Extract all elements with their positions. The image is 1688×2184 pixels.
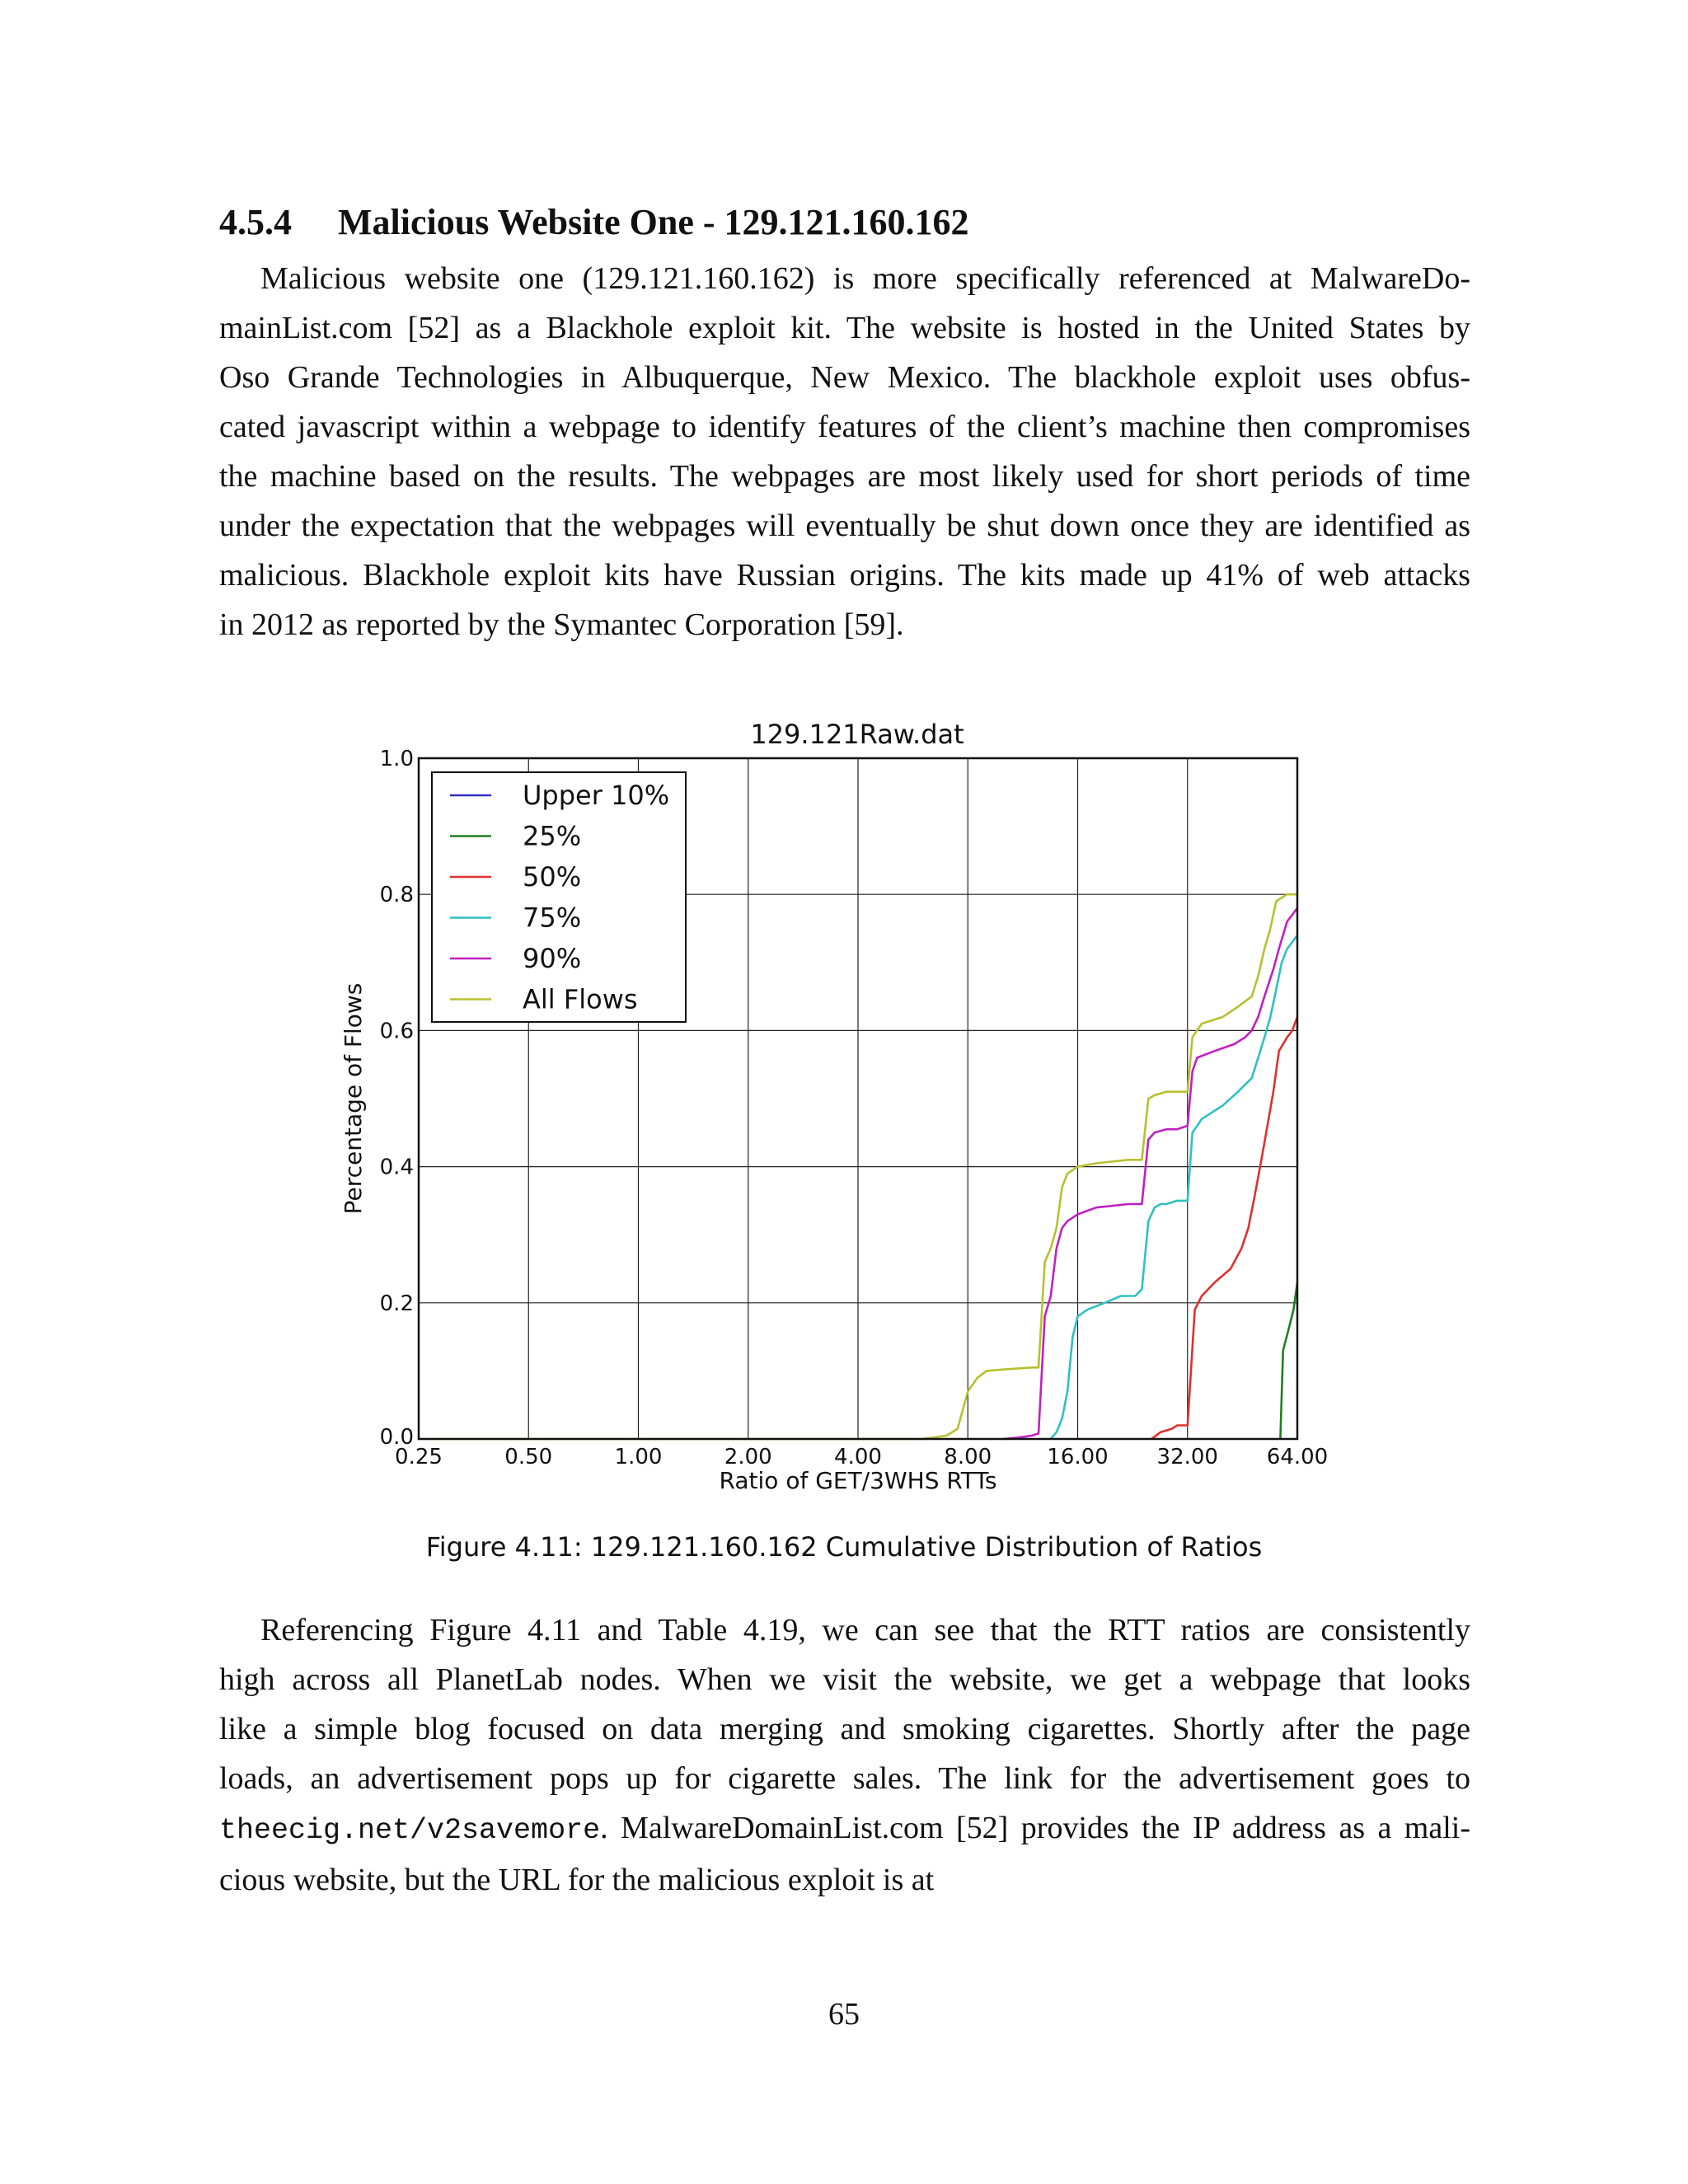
text-line: malicious. Blackhole exploit kits have Russian origins. The kits made up 41% of web attacks <box>219 558 1470 593</box>
text-line: Referencing Figure 4.11 and Table 4.19, we can see that the RTT ratios are consistently <box>260 1613 1470 1647</box>
figure-cdf-chart <box>330 709 1360 1500</box>
x-tick-label: 0.50 <box>504 1445 553 1469</box>
y-axis-ticks <box>380 747 414 1450</box>
text-line: cious website, but the URL for the malicious exploit is at <box>219 1863 935 1897</box>
cdf-chart <box>330 709 1360 1500</box>
text-line: Malicious website one (129.121.160.162) is more specifically referenced at MalwareDo- <box>260 261 1470 296</box>
x-tick-label: 2.00 <box>724 1445 772 1469</box>
paragraph-analysis <box>219 1605 1470 1905</box>
y-tick-label: 0.6 <box>379 1019 414 1044</box>
section-heading <box>219 201 969 243</box>
page-number: 65 <box>828 1997 860 2032</box>
y-tick-label: 0.8 <box>379 883 414 908</box>
chart-title: 129.121Raw.dat <box>750 719 964 750</box>
text-line: cated javascript within a webpage to identify features of the client’s machine then compromises <box>219 410 1470 444</box>
x-axis-label: Ratio of GET/3WHS RTTs <box>719 1467 997 1494</box>
legend-label: Upper 10% <box>523 780 670 811</box>
x-tick-label: 1.00 <box>614 1445 663 1469</box>
legend-label: 50% <box>523 861 582 893</box>
text-line: in 2012 as reported by the Symantec Corporation [59]. <box>219 607 904 642</box>
series-line <box>1003 908 1297 1439</box>
x-tick-label: 4.00 <box>834 1445 882 1469</box>
x-axis-ticks <box>395 1445 1328 1469</box>
x-tick-label: 16.00 <box>1047 1445 1109 1469</box>
text-fragment: . MalwareDomainList.com [52] provides the IP address as a mali- <box>600 1811 1470 1845</box>
text-line: the machine based on the results. The webpages are most likely used for short periods of time <box>219 459 1470 494</box>
y-tick-label: 1.0 <box>379 747 414 771</box>
text-line: high across all PlanetLab nodes. When we visit the website, we get a webpage that looks <box>219 1662 1470 1697</box>
text-line: under the expectation that the webpages will eventually be shut down once they are identified as <box>219 509 1470 543</box>
legend-label: 90% <box>523 943 582 974</box>
x-tick-label: 0.25 <box>395 1445 443 1469</box>
text-line: like a simple blog focused on data merging and smoking cigarettes. Shortly after the page <box>219 1712 1470 1746</box>
y-tick-label: 0.4 <box>379 1155 414 1180</box>
section-number: 4.5.4 <box>219 202 292 242</box>
legend-label: 25% <box>523 820 582 852</box>
text-line-with-link <box>219 1803 1470 1855</box>
y-axis-label: Percentage of Flows <box>340 982 367 1215</box>
y-tick-label: 0.0 <box>379 1425 414 1450</box>
legend-label: 75% <box>523 902 582 934</box>
x-tick-label: 32.00 <box>1156 1445 1218 1469</box>
series-line <box>1280 1282 1297 1439</box>
text-line: Oso Grande Technologies in Albuquerque, New Mexico. The blackhole exploit uses obfus- <box>219 360 1470 395</box>
series-line <box>1151 1017 1297 1439</box>
x-tick-label: 8.00 <box>944 1445 992 1469</box>
chart-legend <box>432 772 686 1022</box>
advertisement-link[interactable]: theecig.net/v2savemore <box>219 1814 601 1847</box>
section-title: Malicious Website One - 129.121.160.162 <box>338 202 969 242</box>
x-tick-label: 64.00 <box>1266 1445 1329 1469</box>
text-line: loads, an advertisement pops up for cigarette sales. The link for the advertisement goes to <box>219 1761 1470 1796</box>
y-tick-label: 0.2 <box>379 1291 414 1316</box>
figure-caption: Figure 4.11: 129.121.160.162 Cumulative Distribution of Ratios <box>425 1531 1263 1563</box>
legend-label: All Flows <box>523 983 638 1015</box>
text-line: mainList.com [52] as a Blackhole exploit kit. The website is hosted in the United States by <box>219 311 1470 345</box>
paragraph-intro <box>219 254 1470 649</box>
